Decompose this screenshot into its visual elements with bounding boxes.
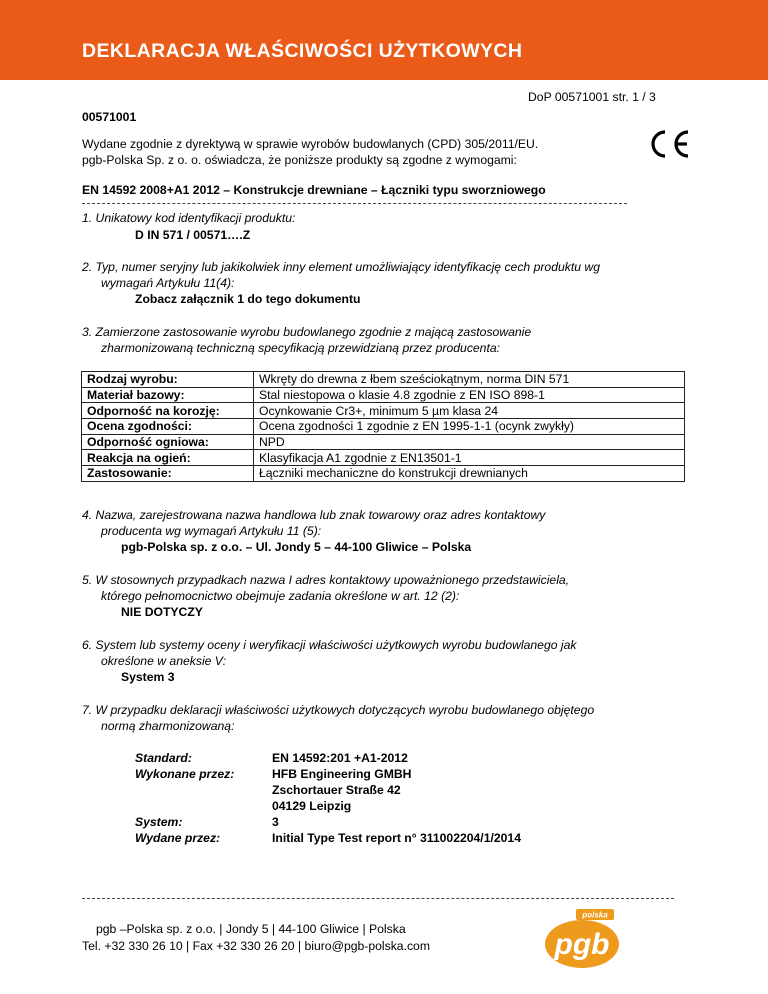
pgb-logo-icon — [540, 906, 620, 974]
cert-by-line-1: HFB Engineering GMBH — [272, 767, 412, 781]
cert-by-line-2: Zschortauer Straße 42 — [272, 783, 401, 797]
section-7-question-2: normą zharmonizowaną: — [101, 719, 235, 733]
section-1-answer: D IN 571 / 00571….Z — [135, 228, 251, 242]
table-row — [82, 450, 685, 466]
section-1-question: 1. Unikatowy kod identyfikacji produktu: — [82, 211, 296, 225]
section-2-question-1: 2. Typ, numer seryjny lub jakikolwiek inny element umożliwiający identyfikację cech produktu wg — [82, 260, 600, 274]
cert-issued-value: Initial Type Test report n° 311002204/1/2014 — [272, 831, 521, 845]
property-value: Stal niestopowa o klasie 4.8 zgodnie z EN ISO 898-1 — [254, 387, 685, 403]
property-value: Wkręty do drewna z łbem sześciokątnym, norma DIN 571 — [254, 372, 685, 388]
logo-main-text: pgb — [554, 928, 610, 961]
properties-table — [81, 371, 685, 482]
property-key: Materiał bazowy: — [82, 387, 254, 403]
cert-by-line-3: 04129 Leipzig — [272, 799, 352, 813]
property-value: Łączniki mechaniczne do konstrukcji drewnianych — [254, 466, 685, 482]
property-value: Ocena zgodności 1 zgodnie z EN 1995-1-1 (ocynk zwykły) — [254, 419, 685, 435]
document-title: DEKLARACJA WŁAŚCIWOŚCI UŻYTKOWYCH — [82, 40, 523, 62]
table-row — [82, 372, 685, 388]
cert-system-label: System: — [135, 815, 183, 829]
section-5-question-2: którego pełnomocnictwo obejmuje zadania określone w art. 12 (2): — [101, 589, 460, 603]
section-2-answer: Zobacz załącznik 1 do tego dokumentu — [135, 292, 361, 306]
section-4-answer: pgb-Polska sp. z o.o. – Ul. Jondy 5 – 44-100 Gliwice – Polska — [121, 540, 472, 554]
section-2-question-2: wymagań Artykułu 11(4): — [101, 276, 235, 290]
section-5-question-1: 5. W stosownych przypadkach nazwa I adres kontaktowy upoważnionego przedstawiciela, — [82, 573, 570, 587]
standard-title: EN 14592 2008+A1 2012 – Konstrukcje drewniane – Łączniki typu sworzniowego — [82, 183, 546, 197]
section-4-question-1: 4. Nazwa, zarejestrowana nazwa handlowa lub znak towarowy oraz adres kontaktowy — [82, 508, 546, 522]
cert-issued-label: Wydane przez: — [135, 831, 221, 845]
property-value: Klasyfikacja A1 zgodnie z EN13501-1 — [254, 450, 685, 466]
property-value: Ocynkowanie Cr3+, minimum 5 µm klasa 24 — [254, 403, 685, 419]
property-value: NPD — [254, 434, 685, 450]
cert-standard-value: EN 14592:201 +A1-2012 — [272, 751, 408, 765]
table-row — [82, 434, 685, 450]
property-key: Ocena zgodności: — [82, 419, 254, 435]
table-row — [82, 466, 685, 482]
table-row — [82, 419, 685, 435]
section-7-question-1: 7. W przypadku deklaracji właściwości użytkowych dotyczących wyrobu budowlanego objętego — [82, 703, 595, 717]
property-key: Reakcja na ogień: — [82, 450, 254, 466]
section-6-question-2: określone w aneksie V: — [101, 654, 227, 668]
property-key: Odporność ogniowa: — [82, 434, 254, 450]
cert-standard-label: Standard: — [135, 751, 192, 765]
cert-by-label: Wykonane przez: — [135, 767, 235, 781]
divider-top — [82, 203, 627, 204]
property-key: Odporność na korozję: — [82, 403, 254, 419]
section-3-question-1: 3. Zamierzone zastosowanie wyrobu budowlanego zgodnie z mającą zastosowanie — [82, 325, 532, 339]
section-5-answer: NIE DOTYCZY — [121, 605, 203, 619]
intro-line-2: pgb-Polska Sp. z o. o. oświadcza, że poniższe produkty są zgodne z wymogami: — [82, 153, 517, 167]
header-banner — [0, 0, 768, 80]
table-row — [82, 387, 685, 403]
property-key: Zastosowanie: — [82, 466, 254, 482]
footer-line-2: Tel. +32 330 26 10 | Fax +32 330 26 20 | biuro@pgb-polska.com — [82, 939, 430, 953]
section-6-question-1: 6. System lub systemy oceny i weryfikacji właściwości użytkowych wyrobu budowlanego jak — [82, 638, 577, 652]
section-6-answer: System 3 — [121, 670, 175, 684]
ce-mark-icon — [648, 128, 692, 160]
divider-footer — [82, 898, 674, 899]
cert-system-value: 3 — [272, 815, 279, 829]
document-number: 00571001 — [82, 110, 137, 124]
intro-line-1: Wydane zgodnie z dyrektywą w sprawie wyrobów budowlanych (CPD) 305/2011/EU. — [82, 137, 539, 151]
table-row — [82, 403, 685, 419]
page-reference: DoP 00571001 str. 1 / 3 — [528, 90, 656, 104]
property-key: Rodzaj wyrobu: — [82, 372, 254, 388]
logo-small-text: polska — [582, 910, 608, 920]
section-3-question-2: zharmonizowaną techniczną specyfikacją przewidzianą przez producenta: — [101, 341, 501, 355]
section-4-question-2: producenta wg wymagań Artykułu 11 (5): — [101, 524, 322, 538]
footer-line-1: pgb –Polska sp. z o.o. | Jondy 5 | 44-100 Gliwice | Polska — [96, 922, 406, 936]
